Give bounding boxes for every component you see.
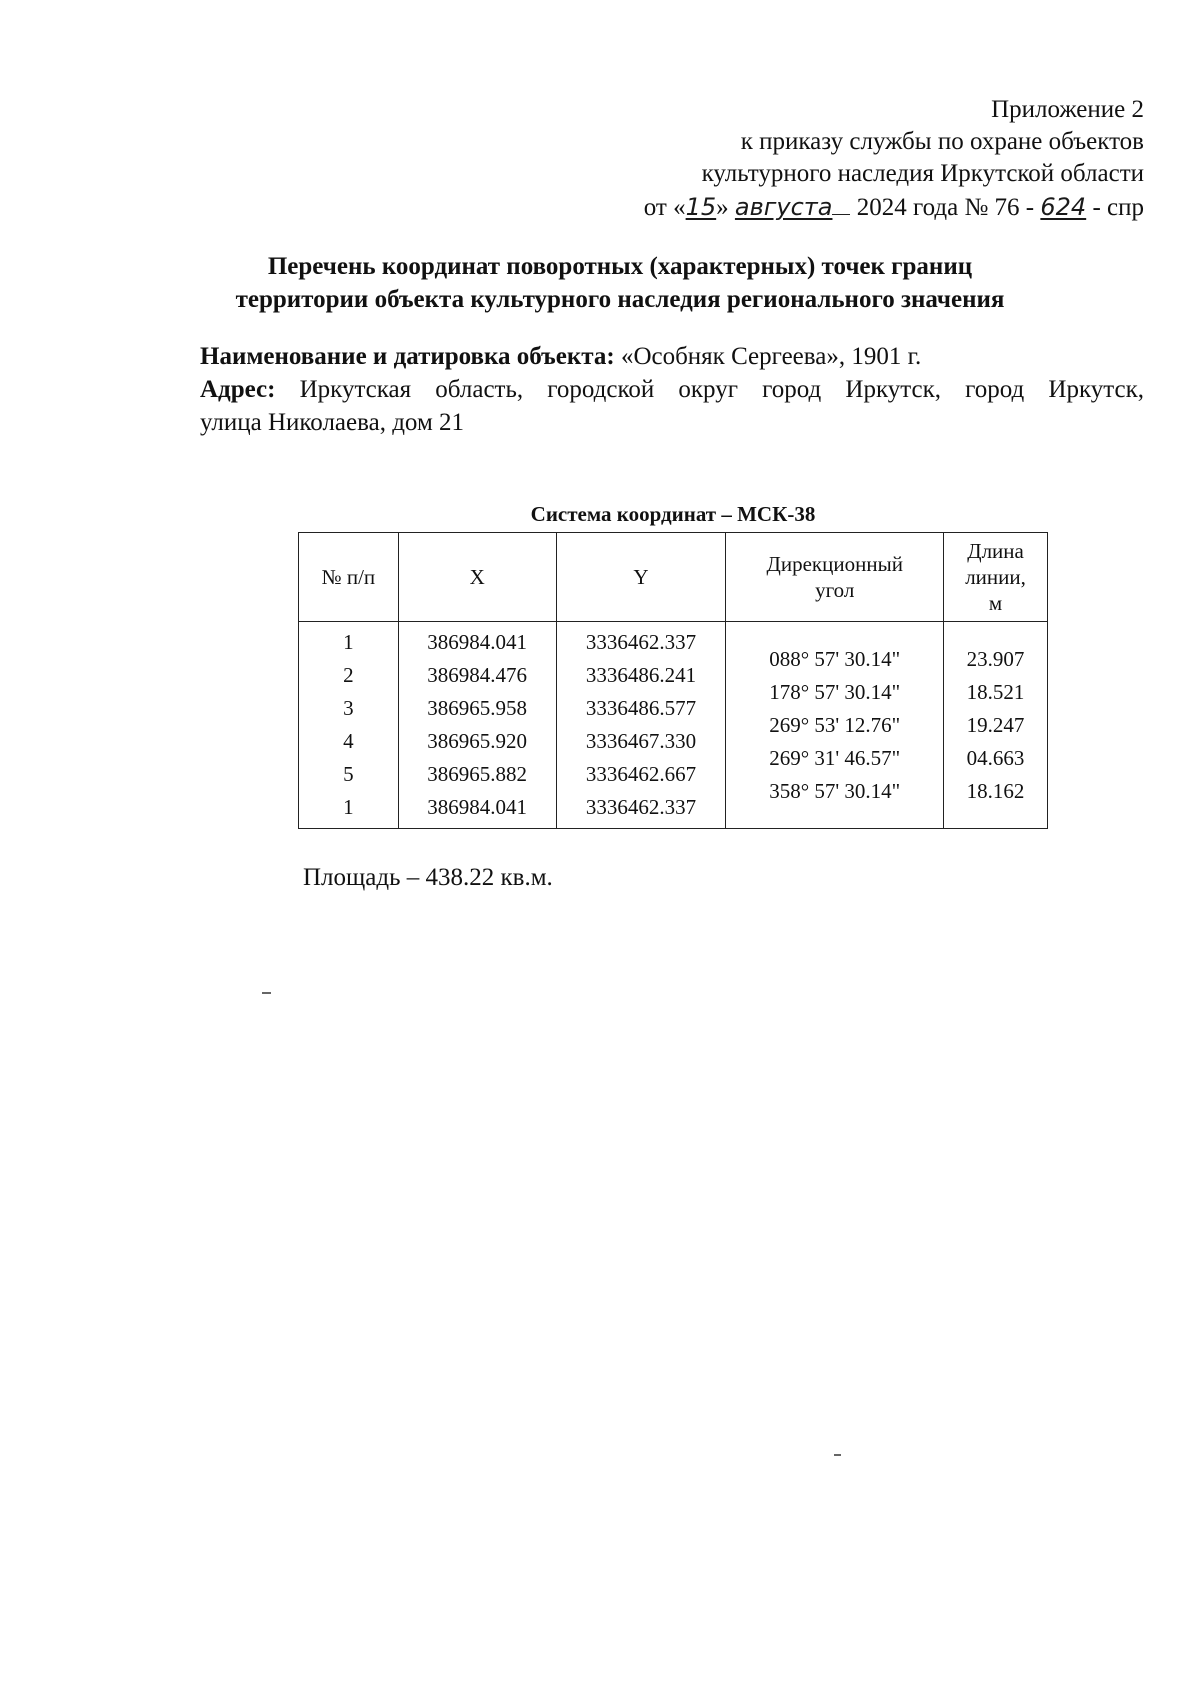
length-value: 04.663	[966, 745, 1025, 770]
point-number: 1	[343, 630, 354, 654]
y-value: 3336467.330	[585, 729, 697, 753]
header-length-line-1: Длина	[967, 539, 1024, 563]
area-summary: Площадь – 438.22 кв.м.	[303, 864, 553, 891]
appendix-line-3: культурного наследия Иркутской области	[701, 160, 1144, 187]
y-column	[556, 622, 726, 829]
scan-speck	[834, 1454, 841, 1456]
angle-value: 358° 57' 30.14"	[769, 778, 901, 803]
object-name-value: «Особняк Сергеева», 1901 г.	[620, 343, 922, 370]
x-column	[398, 622, 556, 829]
appendix-line-1: Приложение 2	[991, 96, 1144, 123]
object-name-row	[200, 340, 1144, 373]
date-quote-close: »	[716, 194, 729, 221]
underline-filler	[832, 190, 850, 215]
order-year-text: 2024 года № 76 -	[856, 194, 1035, 221]
scan-speck	[262, 992, 271, 994]
object-info	[200, 340, 1144, 439]
angle-value: 269° 53' 12.76"	[769, 712, 901, 737]
handwritten-month: августа	[734, 193, 833, 221]
x-value: 386984.476	[427, 663, 528, 687]
direction-angle-column	[726, 622, 944, 829]
point-number: 3	[343, 696, 354, 720]
handwritten-number: 624	[1040, 193, 1087, 221]
header-line-length	[944, 533, 1048, 622]
header-angle-line-1: Дирекционный	[766, 552, 903, 576]
order-suffix: - спр	[1092, 194, 1144, 221]
length-value: 18.521	[966, 679, 1025, 704]
y-value: 3336462.667	[585, 762, 697, 786]
angle-value: 088° 57' 30.14"	[769, 646, 901, 671]
title-line-1: Перечень координат поворотных (характерных) точек границ	[267, 253, 973, 280]
appendix-order-line	[644, 190, 1144, 224]
length-value: 19.247	[966, 712, 1025, 737]
header-angle-line-2: угол	[815, 578, 855, 602]
object-name-label: Наименование и датировка объекта:	[200, 343, 615, 370]
appendix-header	[644, 94, 1144, 224]
angle-value: 178° 57' 30.14"	[769, 679, 901, 704]
point-number-column	[299, 622, 399, 829]
table-header-row	[299, 533, 1048, 622]
point-number: 4	[343, 729, 354, 753]
angle-value: 269° 31' 46.57"	[769, 745, 901, 770]
address-value-line-1: Иркутская область, городской округ город Иркутск, город Иркутск,	[299, 376, 1144, 403]
header-x: X	[398, 533, 556, 622]
x-value: 386984.041	[427, 630, 528, 654]
coordinate-system-caption: Система координат – МСК-38	[530, 502, 816, 526]
header-length-line-3: м	[988, 591, 1003, 615]
x-value: 386965.920	[427, 729, 528, 753]
table-body-row	[299, 622, 1048, 829]
y-value: 3336486.577	[585, 696, 697, 720]
point-number: 1	[343, 795, 354, 819]
y-value: 3336462.337	[585, 630, 697, 654]
length-value: 18.162	[966, 778, 1025, 803]
y-value: 3336462.337	[585, 795, 697, 819]
line-length-column	[944, 622, 1048, 829]
title-line-2: территории объекта культурного наследия регионального значения	[235, 286, 1005, 313]
point-number: 5	[343, 762, 354, 786]
header-length-line-2: линии,	[965, 565, 1026, 589]
handwritten-day: 15	[685, 193, 717, 221]
object-address-row	[200, 373, 1144, 406]
header-direction-angle	[726, 533, 944, 622]
date-prefix: от «	[643, 194, 686, 221]
length-value: 23.907	[966, 646, 1025, 671]
point-number: 2	[343, 663, 354, 687]
x-value: 386984.041	[427, 795, 528, 819]
document-title	[120, 250, 1120, 316]
appendix-line-2: к приказу службы по охране объектов	[740, 128, 1144, 155]
header-point-number: № п/п	[299, 533, 399, 622]
header-y: Y	[556, 533, 726, 622]
address-label: Адрес:	[200, 376, 276, 403]
y-value: 3336486.241	[585, 663, 697, 687]
x-value: 386965.958	[427, 696, 528, 720]
x-value: 386965.882	[427, 762, 528, 786]
address-value-line-2: улица Николаева, дом 21	[200, 409, 465, 436]
coordinates-table	[298, 532, 1048, 829]
